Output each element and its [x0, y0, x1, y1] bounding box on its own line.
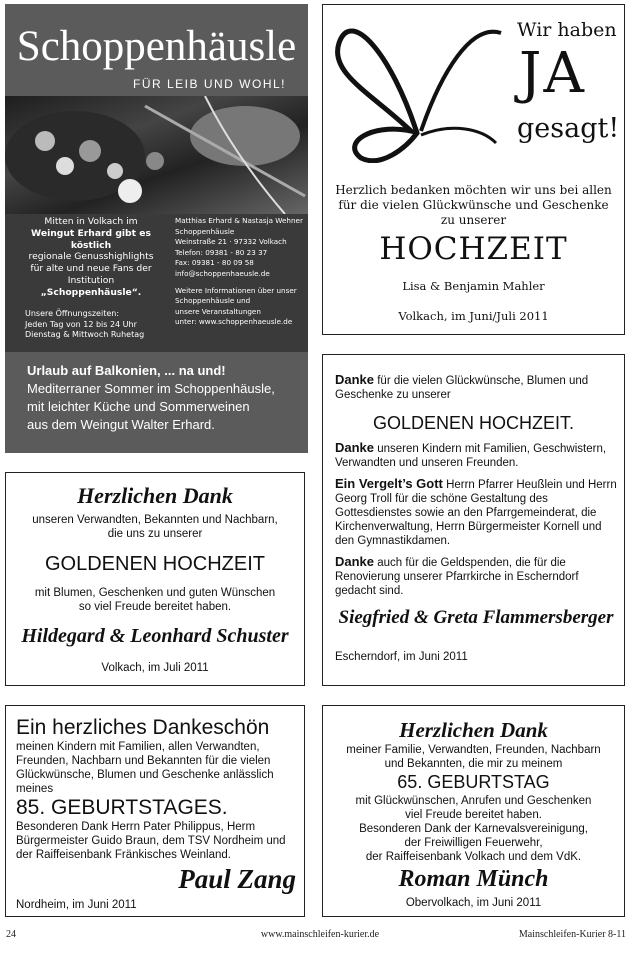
zang-signature: Paul Zang [178, 864, 296, 894]
schuster-place: Volkach, im Juli 2011 [101, 662, 209, 674]
wedding-event: HOCHZEIT [379, 231, 568, 267]
flammersberger-para1: Danke für die vielen Glückwünsche, Blumen und Geschenke zu unserer [335, 372, 589, 401]
wedding-line1: Wir haben [517, 19, 617, 41]
muench-heading: Herzlichen Dank [399, 718, 548, 742]
muench-event: 65. GEBURTSTAG [397, 772, 550, 792]
wedding-names: Lisa & Benjamin Mahler [402, 279, 545, 293]
schuster-event: GOLDENEN HOCHZEIT [44, 553, 266, 575]
flammersberger-place: Escherndorf, im Juni 2011 [335, 651, 468, 663]
muench-signature: Roman Münch [398, 866, 549, 892]
birthday-zang-box [5, 705, 305, 917]
wedding-thanks-box [322, 4, 625, 335]
golden-wedding-flammersberger-box [322, 354, 625, 686]
butterfly-icon [331, 13, 509, 163]
muench-place: Obervolkach, im Juni 2011 [405, 897, 542, 909]
footer-issue: Mainschleifen-Kurier 8-11 [518, 929, 626, 940]
zang-event: 85. GEBURTSTAGES. [16, 796, 228, 819]
wedding-line3: gesagt! [517, 113, 620, 144]
muench-text1: meiner Familie, Verwandten, Freunden, Nachbarn und Bekannten, die mir zu meinem [346, 744, 601, 770]
flammersberger-event: GOLDENEN HOCHZEIT. [372, 413, 575, 433]
zang-place: Nordheim, im Juni 2011 [16, 899, 137, 911]
flammersberger-para2: Danke unseren Kindern mit Familien, Geschwistern, Verwandten und unseren Freunden. [335, 440, 607, 469]
schuster-text2: mit Blumen, Geschenken und guten Wünschen so viel Freude bereitet haben. [34, 587, 276, 613]
zang-text1: meinen Kindern mit Familien, allen Verwandten, Freunden, Nachbarn und Bekannten für die vielen Glückwünsche, Blumen und Geschenke anlässlich meines [16, 741, 274, 795]
footer-url[interactable]: www.mainschleifen-kurier.de [260, 929, 380, 940]
zang-heading: Ein herzliches Dankeschön [16, 716, 270, 739]
birthday-muench-box [322, 705, 625, 917]
muench-text2: mit Glückwünschen, Anrufen und Geschenken viel Freude bereitet haben. Besonderen Dank der Karnevalsvereinigung, der Freiwilligen Feuerwehr, der Raiffeisenbank Volkach und dem VdK. [355, 795, 592, 863]
flammersberger-para4: Danke auch für die Geldspenden, die für die Renovierung unserer Pfarrkirche in Escherndorf gedacht sind. [335, 554, 579, 597]
zang-text2: Besonderen Dank Herrn Pater Philippus, Herm Bürgermeister Guido Braun, dem TSV Nordheim und der Raiffeisenbank Fränkisches Weinland. [16, 821, 286, 861]
wedding-thanks-text: Herzlich bedanken möchten wir uns bei allen für die vielen Glückwünsche und Geschenke zu unserer [335, 183, 612, 227]
schuster-heading: Herzlichen Dank [77, 483, 233, 508]
ad-tagline: FÜR LEIB UND WOHL! [132, 77, 286, 91]
ad-contact: Matthias Erhard & Nastasja Wehner Schoppenhäusle Weinstraße 21 · 97332 Volkach Telefon: 09381 - 80 23 37 Fax: 09381 - 80 09 58 info@schoppenhaeusle.de Weitere Informationen über unser Schoppenhäusle und unsere Veranstaltungen unter: www.schoppenhaeusle.de [175, 216, 303, 327]
schuster-signature: Hildegard & Leonhard Schuster [21, 625, 289, 647]
ad-intro: Mitten in Volkach im Weingut Erhard gibt es köstlich regionale Genusshighlights für alte und neue Fans der Institution „Schoppenhäusle“. [28, 216, 154, 298]
ad-promo: Urlaub auf Balkonien, ... na und! Mediterraner Sommer im Schoppenhäusle, mit leichter Küche und Sommerweinen aus dem Weingut Walter Erhard. [27, 363, 275, 432]
wedding-place: Volkach, im Juni/Juli 2011 [398, 309, 549, 323]
flammersberger-signature: Siegfried & Greta Flammersberger [338, 607, 614, 628]
food-photo [5, 96, 308, 214]
flammersberger-para3: Ein Vergelt’s Gott Herrn Pfarrer Heußlein und Herrn Georg Troll für die schöne Gestaltung des Gottesdienstes sowie an den Pfarrgemeinderat, die Kirchenverwaltung, Herrn Bürgermeister Kornell und den Gymnastikdamen. [335, 476, 617, 547]
schuster-text1: unseren Verwandten, Bekannten und Nachbarn, die uns zu unserer [32, 514, 278, 540]
page-number: 24 [6, 929, 16, 940]
wedding-line2: JA [519, 41, 586, 106]
ad-brand: Schoppenhäusle [16, 23, 297, 70]
ad-opening-hours: Unsere Öffnungszeiten: Jeden Tag von 12 bis 24 Uhr Dienstag & Mittwoch Ruhetag [25, 309, 145, 339]
golden-wedding-schuster-box [5, 472, 305, 686]
schoppenhaeusle-ad [5, 4, 308, 453]
